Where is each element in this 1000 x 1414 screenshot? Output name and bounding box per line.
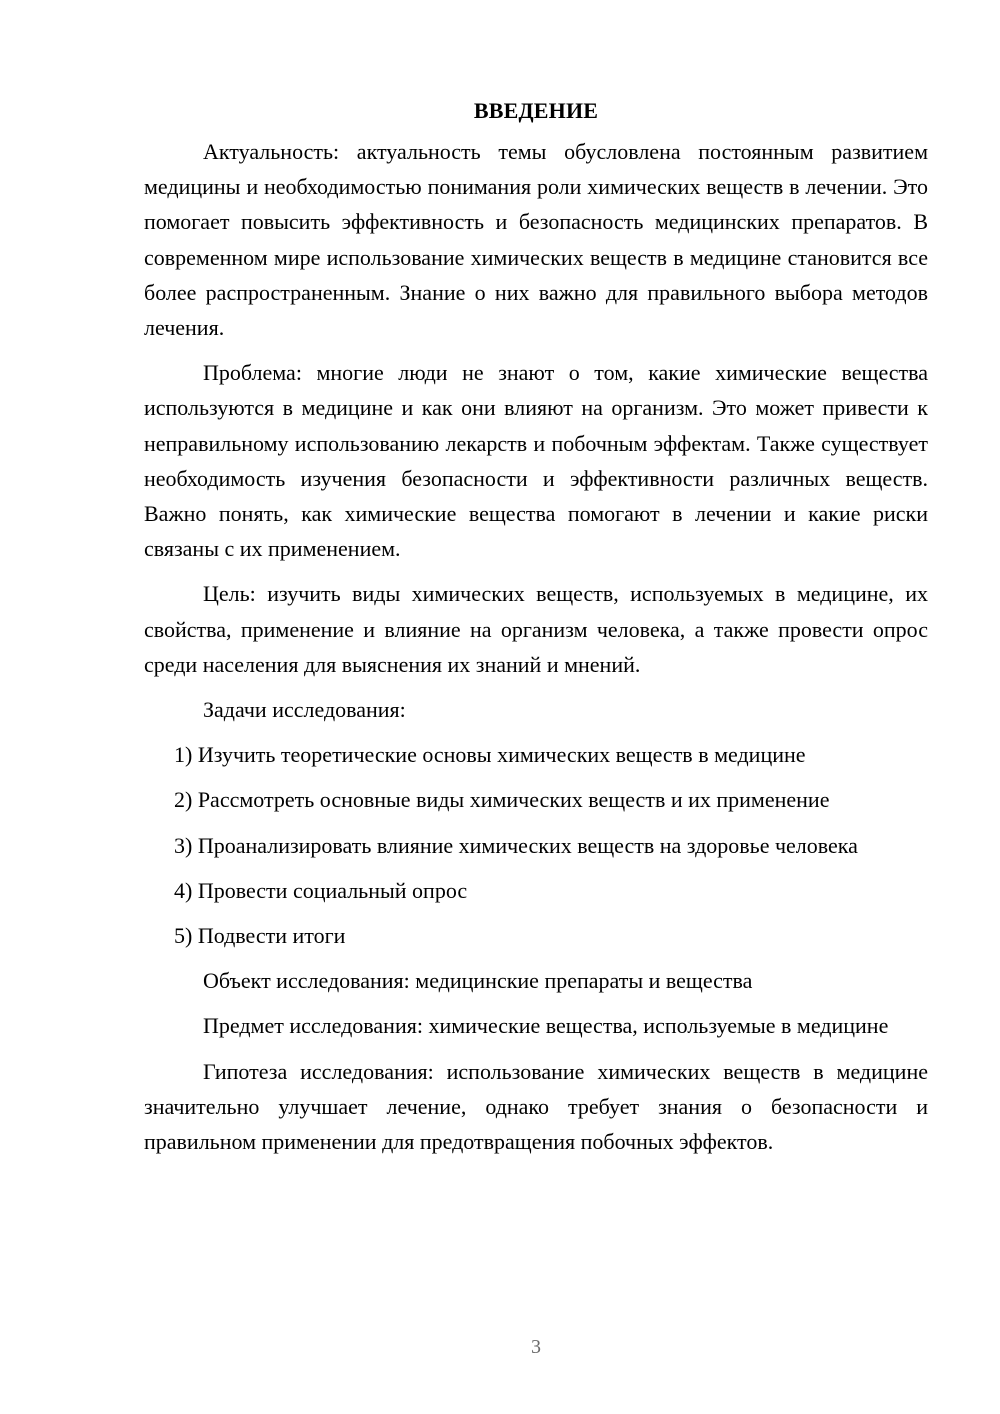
paragraph-research-hypothesis: Гипотеза исследования: использование химических веществ в медицине значительно улучшает лечение, однако требует знания о безопасности и правильном применении для предотвращения побочных эффектов. — [144, 1058, 928, 1155]
paragraph-problem: Проблема: многие люди не знают о том, какие химические вещества используются в медицине и как они влияют на организм. Это может привести к неправильному использованию лекарств и побочным эффектам. Также существует необходимость изучения безопасности и эффективности различных веществ. Важно понять, как химические вещества помогают в лечении и какие риски связаны с их применением. — [144, 360, 928, 562]
task-item-5: 5) Подвести итоги — [174, 923, 346, 949]
paragraph-research-object: Объект исследования: медицинские препараты и вещества — [203, 968, 753, 994]
tasks-heading: Задачи исследования: — [203, 697, 406, 723]
page-number: 3 — [531, 1336, 541, 1358]
paragraph-research-subject: Предмет исследования: химические вещества, используемые в медицине — [203, 1013, 889, 1039]
page-content — [144, 93, 928, 1169]
paragraph-goal: Цель: изучить виды химических веществ, используемых в медицине, их свойства, применение и влияние на организм человека, а также провести опрос среди населения для выяснения их знаний и мнений. — [144, 581, 928, 677]
section-title: ВВЕДЕНИЕ — [473, 98, 599, 123]
paragraph-relevance: Актуальность: актуальность темы обусловлена постоянным развитием медицины и необходимостью понимания роли химических веществ в лечении. Это помогает повысить эффективность и безопасность медицинских препаратов. В современном мире использование химических веществ в медицине становится все более распространенным. Знание о них важно для правильного выбора методов лечения. — [144, 139, 928, 341]
task-item-2: 2) Рассмотреть основные виды химических веществ и их применение — [174, 787, 830, 813]
task-item-1: 1) Изучить теоретические основы химических веществ в медицине — [174, 742, 806, 768]
task-item-3: 3) Проанализировать влияние химических веществ на здоровье человека — [174, 832, 858, 858]
task-item-4: 4) Провести социальный опрос — [174, 877, 468, 903]
